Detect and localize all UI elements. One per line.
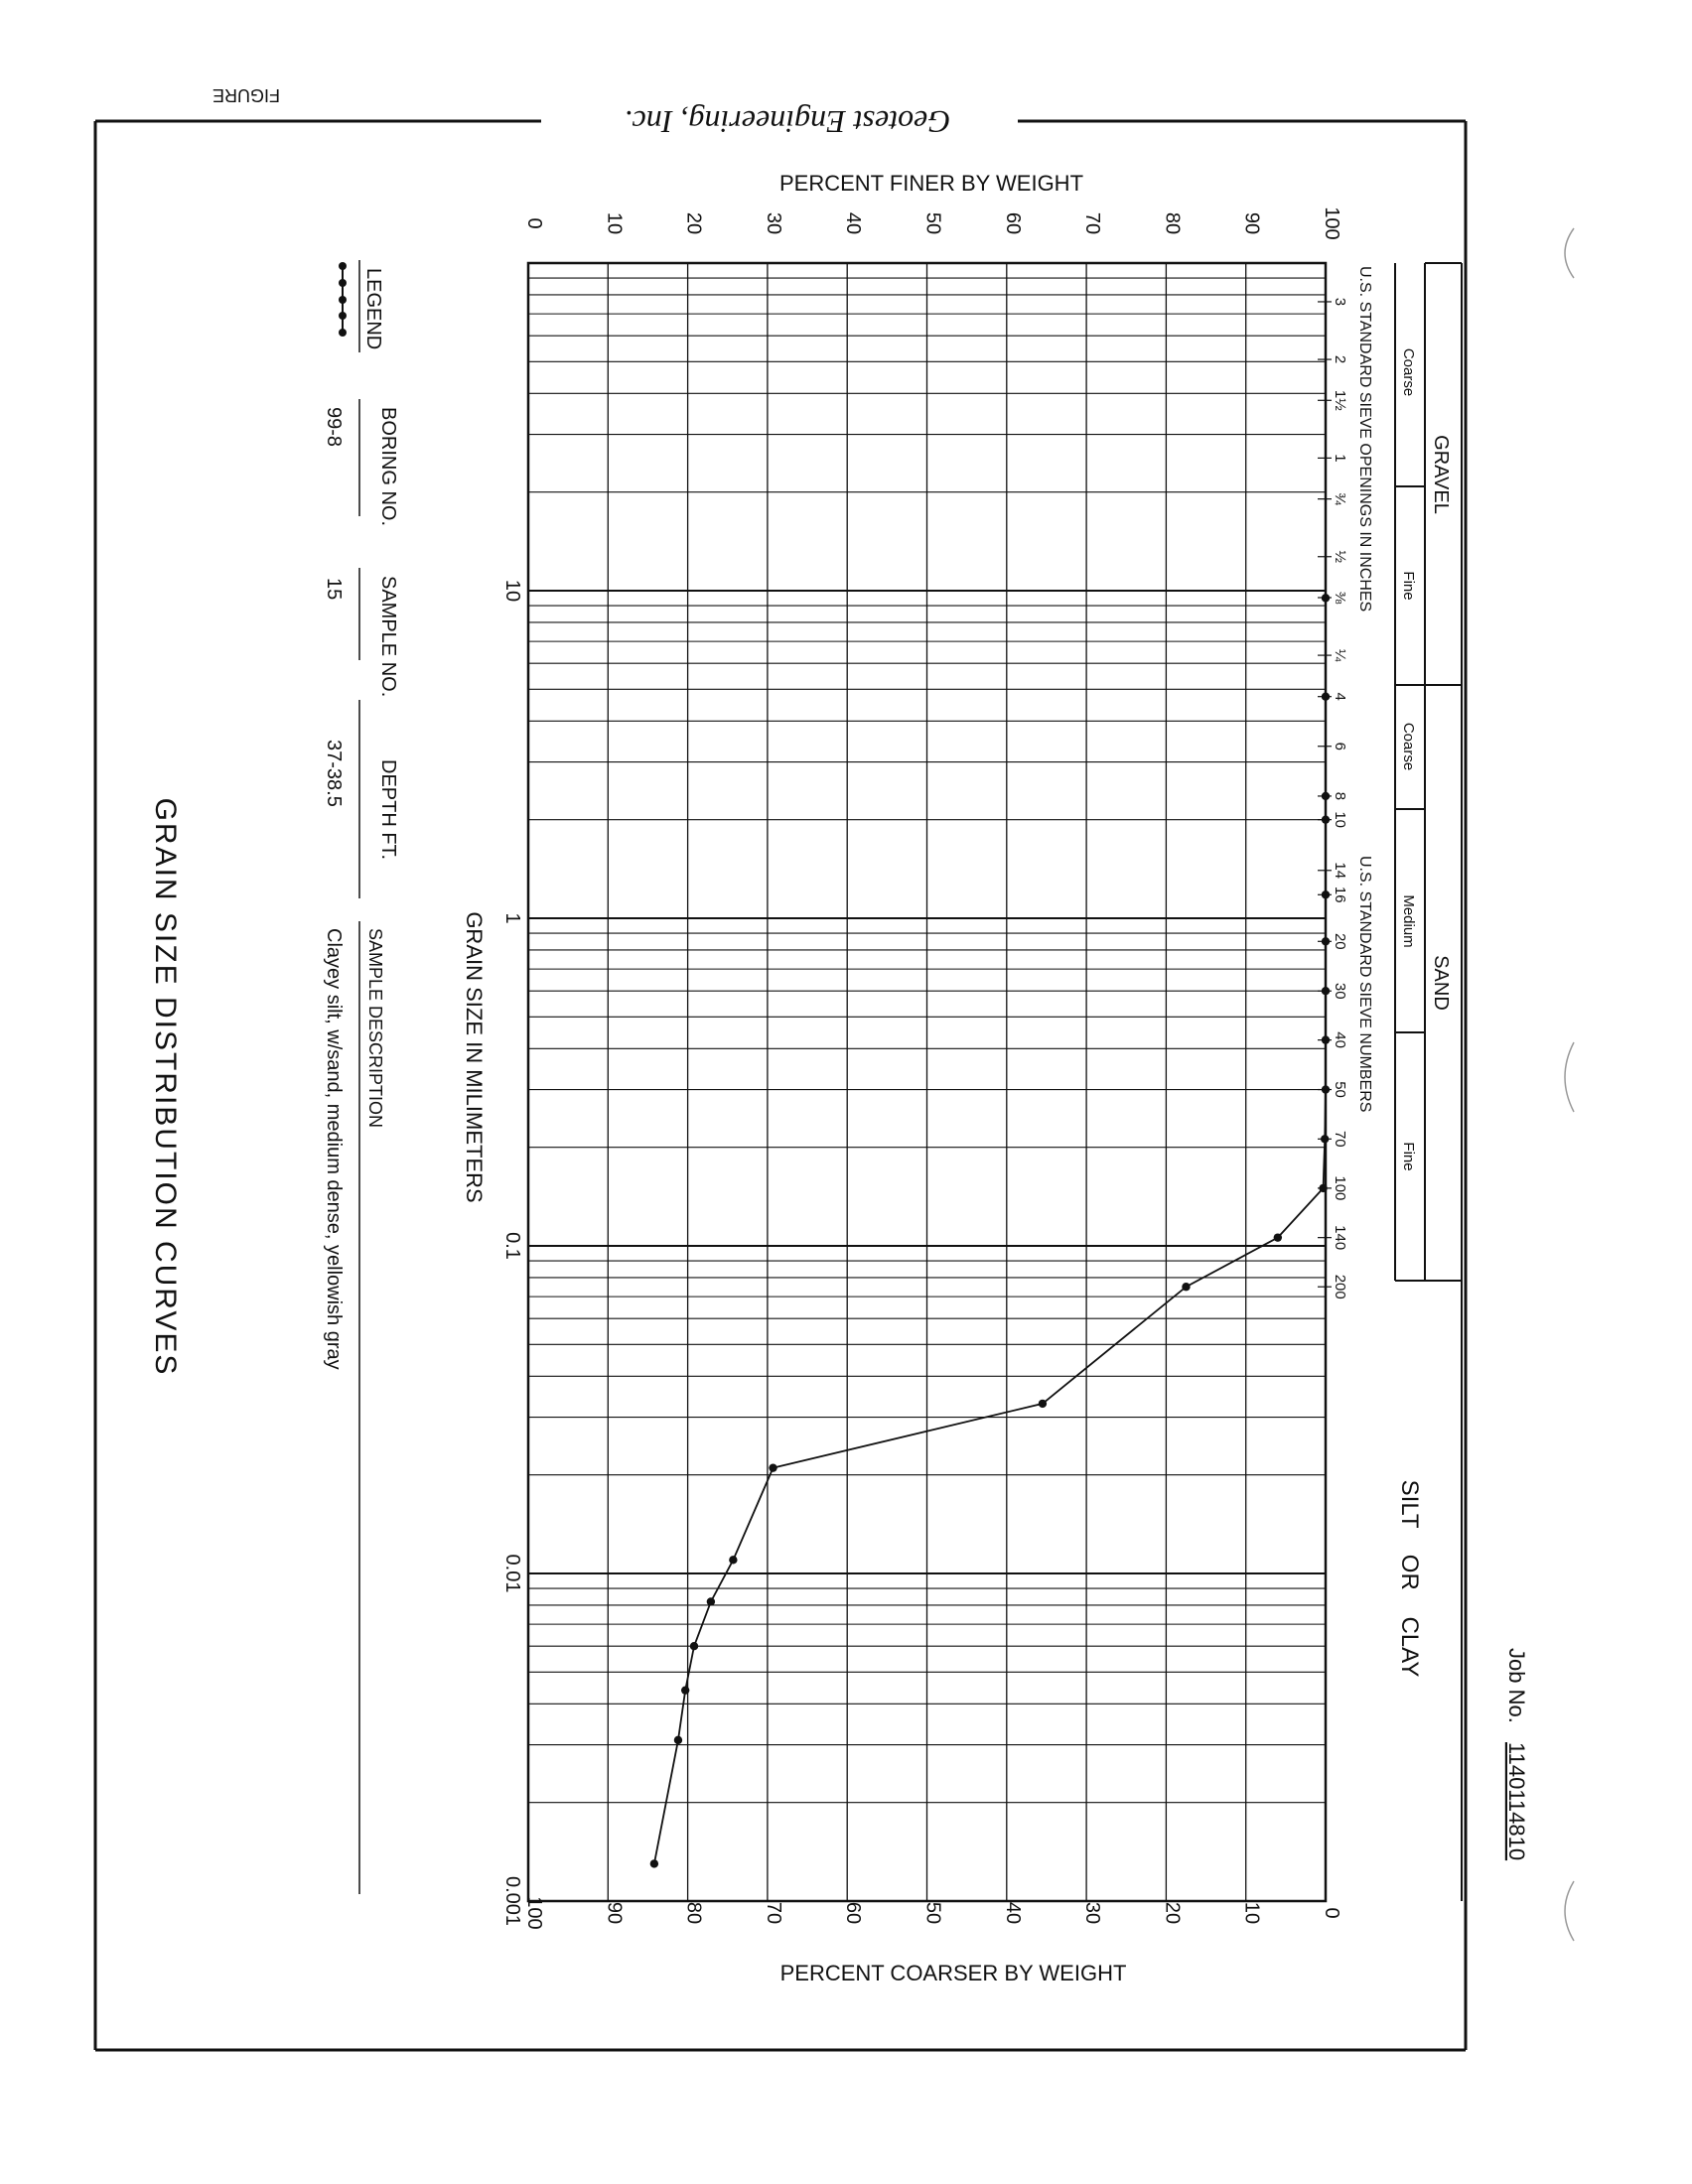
sieve-tick-label: 4 xyxy=(1332,692,1348,701)
percent-coarser-tick-label: 30 xyxy=(1081,1901,1104,1925)
data-point xyxy=(1322,987,1330,995)
series-line xyxy=(654,598,1326,1863)
sieve-tick-label: 14 xyxy=(1332,862,1348,880)
sieve-tick-label: ⅜ xyxy=(1332,591,1348,605)
percent-finer-tick-label: 40 xyxy=(842,211,865,235)
data-point xyxy=(1322,890,1330,898)
sieve-inches-title: U.S. STANDARD SIEVE OPENINGS IN INCHES xyxy=(1356,266,1373,613)
percent-finer-tick-label: 10 xyxy=(603,211,626,235)
gravel-label: GRAVEL xyxy=(1430,435,1452,514)
percent-finer-tick-label: 60 xyxy=(1001,211,1024,235)
percent-coarser-tick-label: 50 xyxy=(921,1901,944,1925)
axis-tick-labels xyxy=(501,206,1342,1929)
legend-symbol xyxy=(339,262,347,337)
percent-coarser-tick-label: 80 xyxy=(682,1901,705,1925)
sieve-tick-label: 100 xyxy=(1332,1175,1348,1201)
sand-medium-label: Medium xyxy=(1400,894,1417,948)
data-point xyxy=(650,1859,658,1867)
sieve-tick-label: 1½ xyxy=(1332,389,1348,411)
sand-label: SAND xyxy=(1430,955,1452,1011)
depth-header: DEPTH FT. xyxy=(377,759,399,861)
percent-finer-tick-label: 50 xyxy=(921,211,944,235)
sieve-tick-label: 40 xyxy=(1332,1031,1348,1048)
data-point xyxy=(1039,1400,1047,1408)
sieve-tick-label: 1 xyxy=(1332,454,1348,463)
sieve-tick-label: 140 xyxy=(1332,1225,1348,1251)
percent-finer-tick-label: 80 xyxy=(1161,211,1184,235)
sieve-tick-label: 16 xyxy=(1332,886,1348,903)
grain-size-tick-label: 0.1 xyxy=(501,1232,523,1260)
data-point xyxy=(769,1463,776,1471)
percent-finer-tick-label: 30 xyxy=(762,211,784,235)
sieve-tick-label: ½ xyxy=(1332,550,1348,564)
grain-size-tick-label: 0.001 xyxy=(501,1875,523,1927)
percent-finer-tick-label: 0 xyxy=(523,217,545,229)
percent-coarser-tick-label: 10 xyxy=(1240,1901,1263,1925)
data-point xyxy=(1322,937,1330,945)
chart-grid xyxy=(528,263,1326,1901)
sieve-numbers-title: U.S. STANDARD SIEVE NUMBERS xyxy=(1356,856,1373,1113)
sieve-tick-label: ¾ xyxy=(1332,492,1348,505)
data-point xyxy=(1322,1035,1330,1043)
x-axis-title: GRAIN SIZE IN MILIMETERS xyxy=(462,911,487,1203)
percent-finer-tick-label: 90 xyxy=(1240,211,1263,235)
sieve-tick-label: 70 xyxy=(1332,1130,1348,1148)
sample-value: 15 xyxy=(323,578,345,601)
y2-axis-title: PERCENT COARSER BY WEIGHT xyxy=(779,1961,1127,1985)
data-point xyxy=(674,1736,682,1744)
sieve-tick-label: 2 xyxy=(1332,354,1348,364)
data-point xyxy=(1182,1283,1190,1291)
binder-holes xyxy=(1565,228,1574,1941)
boring-value: 99-8 xyxy=(323,407,345,448)
sieve-tick-label: 10 xyxy=(1332,811,1348,829)
company-name: Geotest Engineering, Inc. xyxy=(624,104,951,140)
data-point xyxy=(1322,692,1330,700)
legend-header: LEGEND xyxy=(362,268,384,350)
data-point xyxy=(1319,1184,1327,1192)
data-point xyxy=(729,1556,737,1564)
legend-block xyxy=(323,260,399,1894)
sieve-tick-label: 30 xyxy=(1332,982,1348,1000)
job-number: 1140114810 xyxy=(1504,1742,1529,1861)
percent-coarser-tick-label: 90 xyxy=(603,1901,626,1925)
data-point xyxy=(1274,1233,1282,1241)
percent-coarser-tick-label: 60 xyxy=(842,1901,865,1925)
grain-size-tick-label: 0.01 xyxy=(501,1554,523,1593)
gravel-coarse-label: Coarse xyxy=(1400,347,1417,397)
description-header: SAMPLE DESCRIPTION xyxy=(365,928,385,1129)
sieve-tick-label: 3 xyxy=(1332,297,1348,307)
percent-coarser-tick-label: 100 xyxy=(523,1896,545,1930)
sieve-tick-label: 200 xyxy=(1332,1274,1348,1299)
sieve-tick-label: 6 xyxy=(1332,742,1348,751)
sieve-tick-label: ¼ xyxy=(1332,648,1348,662)
sieve-tick-label: 50 xyxy=(1332,1081,1348,1098)
percent-coarser-tick-label: 70 xyxy=(762,1901,784,1925)
data-series xyxy=(650,594,1331,1867)
data-point xyxy=(707,1597,715,1605)
percent-coarser-tick-label: 0 xyxy=(1321,1907,1342,1919)
data-point xyxy=(1322,594,1330,602)
figure-label: FIGURE xyxy=(212,85,281,105)
silt-clay-label: SILT OR CLAY xyxy=(1396,1479,1423,1678)
sieve-tick-label: 8 xyxy=(1332,791,1348,801)
gravel-fine-label: Fine xyxy=(1400,571,1417,601)
percent-finer-tick-label: 70 xyxy=(1081,211,1104,235)
data-point xyxy=(690,1642,698,1650)
description-value: Clayey silt, w/sand, medium dense, yellowish gray xyxy=(323,928,345,1370)
sieve-tick-label: 20 xyxy=(1332,932,1348,950)
sample-header: SAMPLE NO. xyxy=(377,576,399,698)
data-point xyxy=(1321,1135,1329,1143)
data-point xyxy=(1322,1085,1330,1093)
data-point xyxy=(1322,815,1330,823)
page-title: GRAIN SIZE DISTRIBUTION CURVES xyxy=(149,797,182,1377)
grain-size-tick-label: 10 xyxy=(501,579,523,603)
percent-coarser-tick-label: 20 xyxy=(1161,1901,1184,1925)
grain-size-tick-label: 1 xyxy=(501,912,523,924)
percent-finer-tick-label: 100 xyxy=(1321,206,1342,240)
data-point xyxy=(1322,792,1330,800)
boring-header: BORING NO. xyxy=(377,407,399,527)
percent-finer-tick-label: 20 xyxy=(682,211,705,235)
sand-fine-label: Fine xyxy=(1400,1142,1417,1171)
sand-coarse-label: Coarse xyxy=(1400,722,1417,771)
y-axis-title: PERCENT FINER BY WEIGHT xyxy=(778,171,1084,196)
percent-coarser-tick-label: 40 xyxy=(1001,1901,1024,1925)
job-label: Job No. xyxy=(1504,1648,1529,1723)
outer-frame xyxy=(95,121,1466,2050)
header-upside-down xyxy=(212,85,950,140)
soil-classification-block xyxy=(1356,263,1462,1901)
depth-value: 37-38.5 xyxy=(323,740,345,807)
grain-size-chart xyxy=(462,171,1348,1985)
job-block xyxy=(1504,1648,1529,1860)
data-point xyxy=(681,1686,689,1694)
